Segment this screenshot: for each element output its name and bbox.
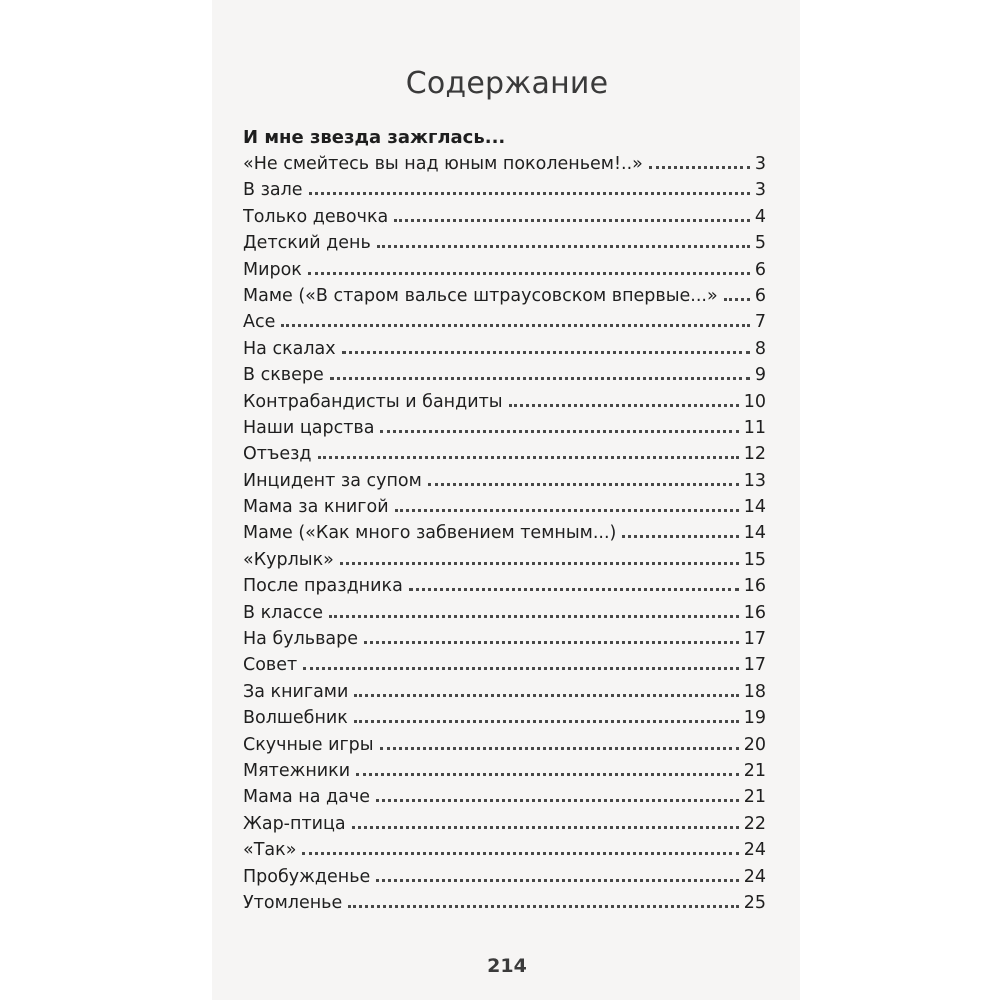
dot-leader	[303, 666, 739, 670]
toc-entry-title: Асе	[243, 309, 281, 335]
toc-entry-title: Мирок	[243, 257, 308, 283]
dot-leader	[342, 350, 750, 354]
toc-entry	[243, 679, 766, 705]
dot-leader	[649, 165, 750, 169]
toc-entry-page: 20	[743, 734, 766, 755]
toc-entry-title: Жар-птица	[243, 811, 352, 837]
toc-entry	[243, 468, 766, 494]
toc-entry	[243, 890, 766, 916]
toc-entry-title: Детский день	[243, 230, 377, 256]
toc-entry-page: 12	[743, 444, 766, 465]
dot-leader	[509, 403, 739, 407]
dot-leader	[309, 191, 750, 195]
toc-entry	[243, 283, 766, 309]
dot-leader	[377, 244, 750, 248]
toc-entry	[243, 336, 766, 362]
toc-entry-title: Скучные игры	[243, 732, 380, 758]
toc-entry-title: «Не смейтесь вы над юным поколеньем!..»	[243, 151, 649, 177]
toc-entry-title: В классе	[243, 600, 329, 626]
dot-leader	[354, 719, 739, 723]
dot-leader	[302, 851, 738, 855]
toc-entry	[243, 230, 766, 256]
toc-entry-page: 14	[743, 523, 766, 544]
toc-entry-page: 8	[754, 338, 766, 359]
toc-entry-page: 6	[754, 259, 766, 280]
toc-entry-title: Маме («В старом вальсе штраусовском впервые...»	[243, 283, 724, 309]
dot-leader	[622, 534, 738, 538]
toc-entry	[243, 837, 766, 863]
toc-entry	[243, 309, 766, 335]
dot-leader	[376, 878, 738, 882]
toc-entry-title: Совет	[243, 652, 303, 678]
toc-entry-title: Маме («Как много забвением темным...)	[243, 520, 622, 546]
section-heading: И мне звезда зажглась...	[243, 127, 506, 148]
dot-leader	[376, 798, 739, 802]
toc-entry-page: 19	[743, 708, 766, 729]
toc-entry-title: На бульваре	[243, 626, 364, 652]
toc-entry-page: 16	[743, 602, 766, 623]
toc-entry-page: 13	[743, 470, 766, 491]
dot-leader	[354, 693, 738, 697]
toc-entry-title: Мама на даче	[243, 784, 376, 810]
toc-entry-title: Пробужденье	[243, 864, 376, 890]
toc-entry-title: «Так»	[243, 837, 302, 863]
toc-entry-page: 9	[754, 365, 766, 386]
toc-entry	[243, 652, 766, 678]
toc-entry-title: На скалах	[243, 336, 342, 362]
dot-leader	[428, 482, 739, 486]
toc-entry	[243, 204, 766, 230]
toc-entry-page: 5	[754, 233, 766, 254]
toc-entry-title: В зале	[243, 177, 309, 203]
toc-entry-page: 18	[743, 681, 766, 702]
toc-entry-page: 3	[754, 154, 766, 174]
dot-leader	[329, 614, 739, 618]
toc-entry-title: Контрабандисты и бандиты	[243, 389, 509, 415]
dot-leader	[281, 323, 749, 327]
toc-entry	[243, 177, 766, 203]
dot-leader	[340, 561, 739, 565]
dot-leader	[409, 587, 739, 591]
toc-entry	[243, 626, 766, 652]
dot-leader	[364, 640, 739, 644]
dot-leader	[380, 429, 738, 433]
toc-entry	[243, 705, 766, 731]
toc-entry-title: За книгами	[243, 679, 354, 705]
toc-entry	[243, 494, 766, 520]
dot-leader	[395, 508, 739, 512]
dot-leader	[352, 825, 739, 829]
toc-entry-page: 24	[743, 840, 766, 861]
toc-entry-page: 4	[754, 206, 766, 227]
dot-leader	[724, 297, 750, 301]
toc-entry-title: В сквере	[243, 362, 330, 388]
toc-entry-page: 11	[743, 417, 766, 438]
toc-entry-page: 14	[743, 497, 766, 518]
toc-entry-title: «Курлык»	[243, 547, 340, 573]
page-title: Содержание	[405, 66, 609, 101]
toc-entry	[243, 573, 766, 599]
page-number: 214	[487, 955, 527, 977]
dot-leader	[356, 772, 739, 776]
toc-entry	[243, 758, 766, 784]
toc-entry-page: 15	[743, 549, 766, 570]
dot-leader	[308, 271, 750, 275]
toc-entry-title: Отъезд	[243, 441, 318, 467]
dot-leader	[380, 746, 739, 750]
toc-entry	[243, 732, 766, 758]
toc-entry	[243, 811, 766, 837]
toc-entry-page: 17	[743, 655, 766, 676]
toc-entry-title: Утомленье	[243, 890, 348, 916]
toc-entry-title: Волшебник	[243, 705, 354, 731]
toc-entry	[243, 547, 766, 573]
toc-entry-page: 16	[743, 576, 766, 597]
toc-entry	[243, 441, 766, 467]
toc-entry	[243, 257, 766, 283]
toc-entry-title: Наши царства	[243, 415, 380, 441]
toc-entry-page: 10	[743, 391, 766, 412]
toc-entry-title: Только девочка	[243, 204, 394, 230]
dot-leader	[318, 455, 739, 459]
toc-entry-title: Инцидент за супом	[243, 468, 428, 494]
toc-entry-page: 22	[743, 813, 766, 834]
toc-entry	[243, 600, 766, 626]
table-of-contents	[243, 151, 766, 916]
toc-entry-page: 21	[743, 760, 766, 781]
toc-entry	[243, 784, 766, 810]
toc-entry-page: 25	[743, 892, 766, 913]
toc-entry-title: После праздника	[243, 573, 409, 599]
toc-entry-title: Мятежники	[243, 758, 356, 784]
toc-entry-page: 6	[754, 285, 766, 306]
dot-leader	[330, 376, 750, 380]
toc-entry	[243, 151, 766, 177]
dot-leader	[348, 904, 738, 908]
toc-entry	[243, 415, 766, 441]
toc-entry	[243, 864, 766, 890]
toc-entry-page: 3	[754, 180, 766, 201]
toc-entry-page: 24	[743, 866, 766, 887]
toc-entry-page: 7	[754, 312, 766, 333]
toc-entry	[243, 520, 766, 546]
toc-entry	[243, 389, 766, 415]
toc-entry-page: 21	[743, 787, 766, 808]
dot-leader	[394, 218, 750, 222]
toc-entry-title: Мама за книгой	[243, 494, 395, 520]
toc-entry	[243, 362, 766, 388]
toc-entry-page: 17	[743, 629, 766, 650]
